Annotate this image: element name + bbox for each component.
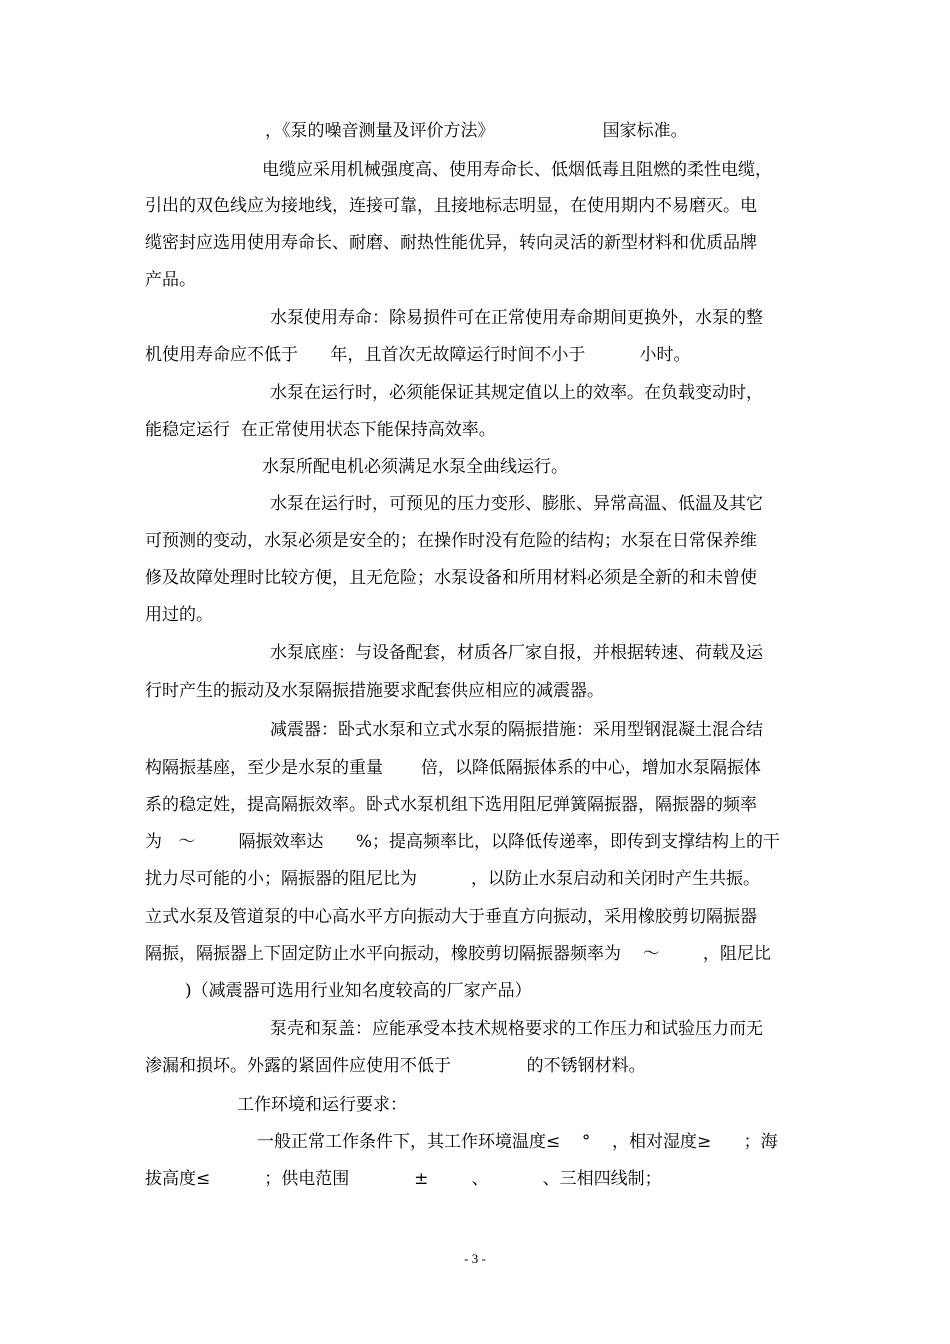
text-line: 缆密封应选用使用寿命长、耐磨、耐热性能优异，转向灵活的新型材料和优质品牌 — [145, 233, 757, 253]
text-line: 用过的。 — [145, 605, 213, 625]
text-line: 泵壳和泵盖：应能承受本技术规格要求的工作压力和试验压力而无 — [270, 1019, 763, 1039]
text-line: 构隔振基座，至少是水泵的重量 倍，以降低隔振体系的中心，增加水泵隔振体 — [145, 758, 761, 778]
text-line: 拔高度≤ ；供电范围 ± 、 、三相四线制； — [145, 1169, 662, 1189]
page-number: - 3 - — [464, 1251, 486, 1266]
text-line: 减震器：卧式水泵和立式水泵的隔振措施：采用型钢混凝土混合结 — [270, 720, 763, 740]
text-line: 能稳定运行 在正常使用状态下能保持高效率。 — [145, 420, 496, 440]
text-line: 水泵使用寿命：除易损件可在正常使用寿命期间更换外，水泵的整 — [270, 308, 763, 328]
text-line: 工作环境和运行要求： — [237, 1095, 407, 1115]
text-line: 水泵在运行时，必须能保证其规定值以上的效率。在负载变动时， — [270, 383, 763, 403]
text-line: )（减震器可选用行业知名度较高的厂家产品） — [185, 981, 532, 1001]
text-line: ，《泵的噪音测量及评价方法》 国家标准。 — [265, 121, 688, 141]
text-line: 机使用寿命应不低于 年，且首次无故障运行时间不小于 小时。 — [145, 345, 691, 365]
text-line: 渗漏和损坏。外露的紧固件应使用不低于 的不锈钢材料。 — [145, 1056, 646, 1076]
text-line: 行时产生的振动及水泵隔振措施要求配套供应相应的减震器。 — [145, 681, 604, 701]
text-line: 扰力尽可能的小；隔振器的阻尼比为 ，以防止水泵启动和关闭时产生共振。 — [145, 869, 761, 889]
text-line: 为 ～ 隔振效率达 %；提高频率比，以降低传递率，即传到支撑结构上的干 — [145, 832, 781, 852]
text-line: 系的稳定姓，提高隔振效率。卧式水泵机组下选用阻尼弹簧隔振器，隔振器的频率 — [145, 795, 757, 815]
text-line: 电缆应采用机械强度高、使用寿命长、低烟低毒且阻燃的柔性电缆， — [262, 160, 772, 180]
text-line: 一般正常工作条件下，其工作环境温度≤ ° ，相对湿度≥ ；海 — [257, 1132, 778, 1152]
text-line: 隔振，隔振器上下固定防止水平向振动，橡胶剪切隔振器频率为 ～ ，阻尼比 — [145, 944, 771, 964]
text-line: 产品。 — [145, 270, 196, 290]
text-line: 修及故障处理时比较方便，且无危险；水泵设备和所用材料必须是全新的和未曾使 — [145, 568, 757, 588]
text-line: 水泵在运行时，可预见的压力变形、膨胀、异常高温、低温及其它 — [270, 494, 763, 514]
text-line: 引出的双色线应为接地线，连接可靠，且接地标志明显，在使用期内不易磨灭。电 — [145, 196, 757, 216]
text-line: 立式水泵及管道泵的中心高水平方向振动大于垂直方向振动，采用橡胶剪切隔振器 — [145, 907, 757, 927]
text-line: 水泵底座：与设备配套，材质各厂家自报，并根据转速、荷载及运 — [270, 643, 763, 663]
text-line: 水泵所配电机必须满足水泵全曲线运行。 — [262, 457, 568, 477]
text-line: 可预测的变动，水泵必须是安全的；在操作时没有危险的结构；水泵在日常保养维 — [145, 531, 757, 551]
